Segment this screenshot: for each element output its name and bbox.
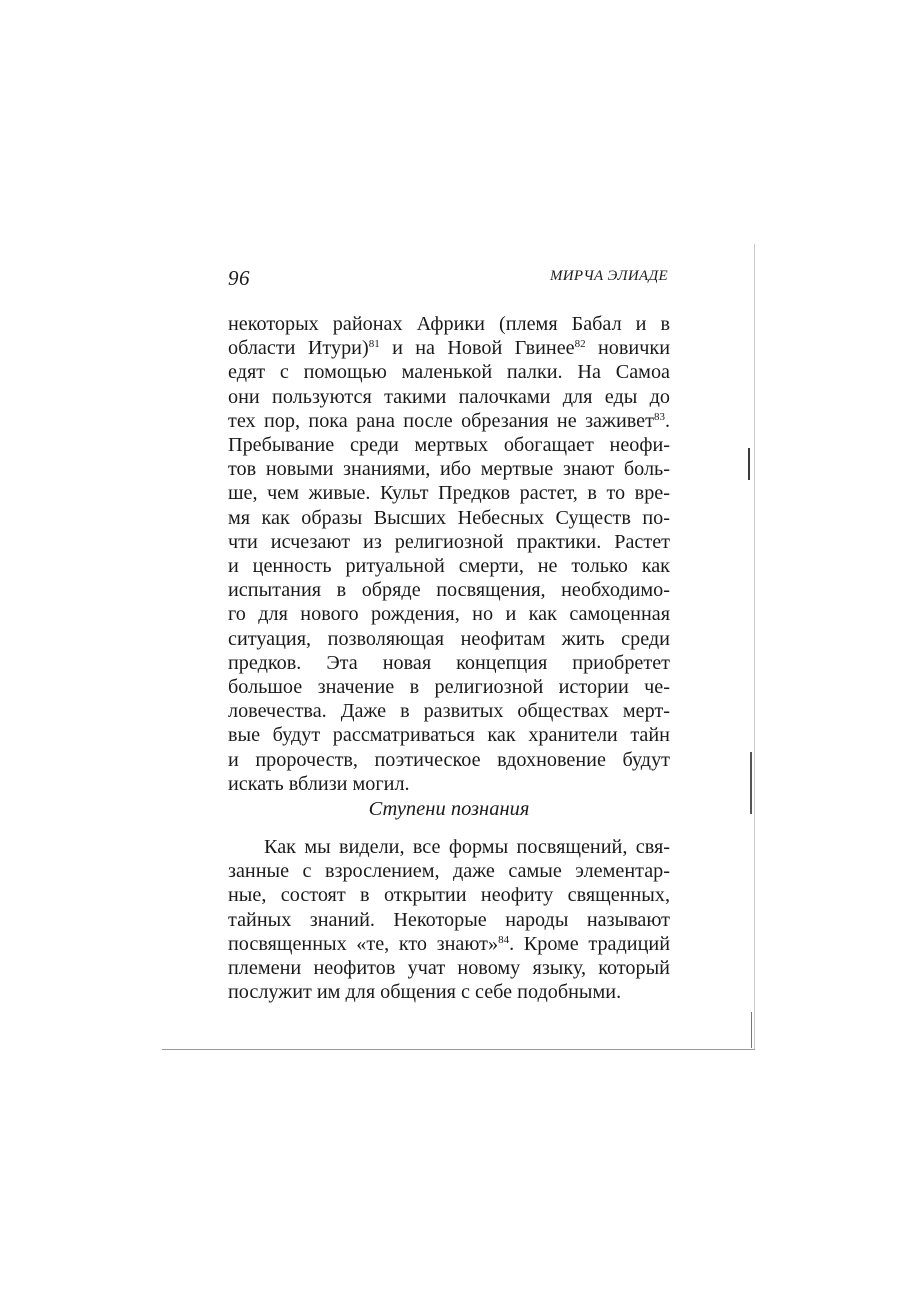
text-line: тайных знаний. Некоторые народы называют [228, 908, 670, 931]
scan-margin-mark [750, 752, 752, 814]
text-fragment: области Итури) [228, 337, 369, 360]
text-line: племени неофитов учат новому языку, который [228, 957, 670, 980]
text-line: занные с взрослением, даже самые элементар- [228, 860, 670, 883]
text-fragment: посвященных «те, кто знают» [228, 932, 499, 955]
footnote-ref: 82 [574, 338, 586, 351]
footnote-ref: 81 [368, 338, 380, 351]
text-line: Как мы видели, все формы посвящений, свя- [264, 836, 670, 858]
running-head: МИРЧА ЭЛИАДЕ [549, 268, 668, 284]
text-fragment: и на Новой Гвинее [379, 337, 575, 360]
text-fragment: . [664, 409, 670, 432]
text-fragment: . Кроме традиций [509, 932, 670, 955]
text-line: они пользуются такими палочками для еды до [228, 385, 670, 408]
text-line: ситуация, позволяющая неофитам жить среди [228, 627, 670, 650]
text-line: едят с помощью маленькой палки. На Самоа [228, 361, 670, 384]
text-line: большое значение в религиозной истории че- [228, 676, 670, 699]
paragraph-1 [228, 312, 670, 796]
scan-margin-mark [751, 1012, 752, 1048]
text-line: послужит им для общения с себе подобными. [228, 981, 622, 1004]
text-line: предков. Эта новая концепция приобретет [228, 651, 670, 674]
text-line: ловечества. Даже в развитых обществах мерт- [228, 700, 670, 723]
text-line: ше, чем живые. Культ Предков растет, в то вре- [228, 482, 670, 505]
text-line: некоторых районах Африки (племя Бабал и в [228, 313, 670, 335]
text-line: тов новыми знаниями, ибо мертвые знают боль- [228, 458, 670, 481]
page-bottom-rule [162, 1049, 755, 1050]
text-line: го для нового рождения, но и как самоценная [228, 603, 670, 626]
text-fragment: тех пор, пока рана после обрезания не заживет [228, 409, 654, 432]
text-line [228, 932, 670, 956]
text-line: искать вблизи могил. [228, 772, 410, 795]
text-line [228, 409, 670, 433]
footnote-ref: 84 [498, 933, 510, 946]
text-line: ные, состоят в открытии неофиту священных, [228, 884, 670, 907]
text-fragment: новички [585, 337, 670, 360]
scan-margin-mark [748, 448, 750, 480]
text-line: испытания в обряде посвящения, необходимо- [228, 579, 670, 602]
paragraph-2 [228, 835, 670, 1004]
text-line: и ценность ритуальной смерти, не только как [228, 555, 670, 578]
footnote-ref: 83 [653, 410, 665, 423]
page-number: 96 [228, 266, 250, 290]
text-line [228, 336, 670, 360]
text-line: мя как образы Высших Небесных Существ по- [228, 506, 670, 529]
section-heading: Ступени познания [368, 798, 530, 820]
page-edge-line [754, 244, 755, 1050]
text-line: Пребывание среди мертвых обогащает неофи- [228, 434, 670, 457]
text-line: и пророчеств, поэтическое вдохновение будут [228, 748, 670, 771]
text-line: вые будут рассматриваться как хранители тайн [228, 724, 670, 747]
text-line: чти исчезают из религиозной практики. Растет [228, 530, 670, 553]
